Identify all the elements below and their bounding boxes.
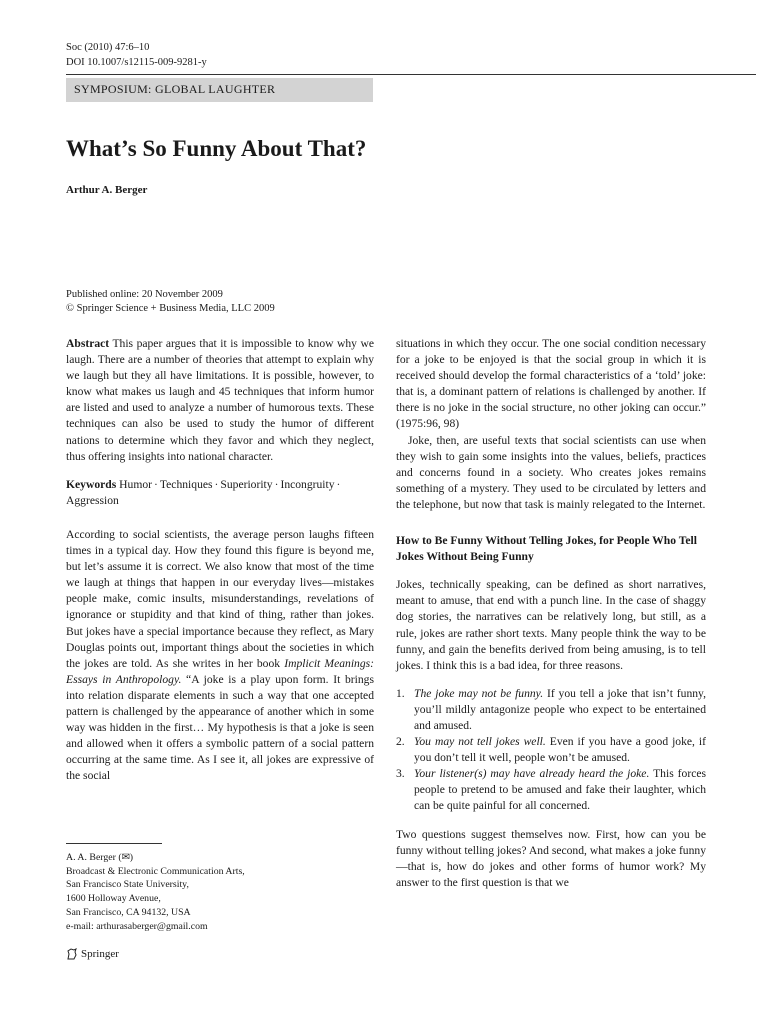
paragraph-text: According to social scientists, the average person laughs fifteen times in a typical day. How they found this figure is beyond me, but let’s assume it is correct. We also know that most of the time we laugh at things that happen in our everyday lives—mistakes people make, comic insults, misunderstandings, revelations of ignorance or stupidity and that kind of thing, rather than jokes. But jokes have a special importance because they reflect, as Mary Douglas points out, important things about the societies in which the jokes are told. As she writes in her book (66, 527, 374, 670)
abstract-text: This paper argues that it is impossible to know why we laugh. There are a number of theories that attempt to explain why we laugh but they all have limitations. It is possible, however, to know what makes us laugh and 45 techniques that inform humor are listed and used to analyze a number of humorous texts. These techniques can also be used to study the humor of different nations to determine which they favor and which they neglect, thus offering insights into national character. (66, 337, 374, 463)
keyword: Incongruity (280, 477, 335, 491)
article-meta (66, 40, 207, 70)
body-paragraph (66, 527, 374, 785)
symposium-banner: SYMPOSIUM: GLOBAL LAUGHTER (66, 78, 373, 102)
left-column (66, 336, 374, 784)
body-paragraph: situations in which they occur. The one social condition necessary for a joke to be enjoyed is that the social group in which it is received should develop the formal characteristics of a ‘told’ joke: that is, a dominant pattern of relations is challenged by another. If there is no joke in the social structure, no other joking can occur.” (1975:96, 98) (396, 337, 706, 431)
springer-horse-icon (66, 948, 78, 960)
reasons-list (396, 686, 706, 815)
affiliation-name: A. A. Berger (✉) (66, 852, 134, 863)
header-rule (66, 74, 756, 75)
list-number: 1. (396, 686, 405, 700)
right-column (396, 336, 706, 891)
keywords-label: Keywords (66, 477, 117, 491)
copyright: © Springer Science + Business Media, LLC 2009 (66, 303, 275, 314)
affiliation-email: e-mail: arthurasaberger@gmail.com (66, 920, 208, 932)
book-title: Implicit Meanings: Essays in Anthropology. (66, 656, 375, 686)
list-item-lead: You may not tell jokes well. (414, 735, 546, 749)
body-paragraph: Joke, then, are useful texts that social scientists can use when they wish to gain some insights into the values, beliefs, practices and concerns found in a society. Who creates jokes remains something of a mystery. They used to be circulated by letters and the telephone, but now that task is mainly relegated to the Internet. (396, 433, 706, 511)
abstract (66, 336, 374, 465)
footnote-rule (66, 843, 162, 844)
list-item-text: Even if you have a good joke, if you don’t tell it well, people won’t be amused. (414, 735, 706, 765)
affiliation-univ: San Francisco State University, (66, 879, 189, 891)
list-item-text: This forces people to pretend to be amused and fake their laughter, which can be quite painful for all concerned. (414, 767, 706, 813)
published-date: Published online: 20 November 2009 (66, 289, 223, 300)
list-item-text: If you tell a joke that isn’t funny, you’ll mildly antagonize people who expect to be entertained and amused. (414, 686, 706, 732)
keyword: Aggression (66, 493, 119, 507)
affiliation-city: San Francisco, CA 94132, USA (66, 906, 191, 918)
citation: Soc (2010) 47:6–10 (66, 42, 150, 53)
publication-info (66, 288, 275, 316)
doi: DOI 10.1007/s12115-009-9281-y (66, 57, 207, 68)
abstract-label: Abstract (66, 337, 110, 350)
list-item (396, 734, 706, 766)
keywords: Keywords Humor · Techniques · Superiority · Incongruity · Aggression (66, 477, 341, 507)
article-title: What’s So Funny About That? (66, 136, 367, 161)
affiliation-dept: Broadcast & Electronic Communication Arts, (66, 865, 245, 877)
keyword: Superiority (220, 477, 273, 491)
body-paragraph: Jokes, technically speaking, can be defined as short narratives, meant to amuse, that end with a punch line. In the case of shaggy dog stories, the narratives can be relatively long, but still, as a rule, jokes are rather short texts. Many people think the way to be funny, and gain the benefits derived from being amusing, is to tell jokes. I think this is a bad idea, for three reasons. (396, 578, 706, 672)
keyword: Humor (119, 477, 153, 491)
keyword: Techniques (159, 477, 213, 491)
list-item-lead: The joke may not be funny. (414, 686, 544, 700)
list-number: 2. (396, 735, 405, 749)
affiliation-street: 1600 Holloway Avenue, (66, 893, 161, 905)
list-item (396, 686, 706, 734)
publisher-name: Springer (81, 948, 119, 960)
section-heading: How to Be Funny Without Telling Jokes, for People Who Tell Jokes Without Being Funny (396, 534, 697, 564)
list-number: 3. (396, 767, 405, 781)
paragraph-text: “A joke is a play upon form. It brings into relation disparate elements in such a way that one accepted pattern is challenged by the appearance of another which in some way was hidden in the first… My hypothesis is that a joke is seen and allowed when it offers a symbolic pattern of a social pattern occurring at the same time. As I see it, all jokes are expressive of the social (66, 672, 374, 783)
publisher-footer (66, 948, 119, 960)
list-item-lead: Your listener(s) may have already heard the joke. (414, 767, 650, 781)
author-affiliation (66, 851, 245, 933)
list-item (396, 766, 706, 814)
body-paragraph: Two questions suggest themselves now. First, how can you be funny without telling jokes? And second, what makes a joke funny—that is, how do jokes and other forms of humor work? My answer to the first question is that we (396, 827, 706, 889)
author-name: Arthur A. Berger (66, 184, 148, 196)
